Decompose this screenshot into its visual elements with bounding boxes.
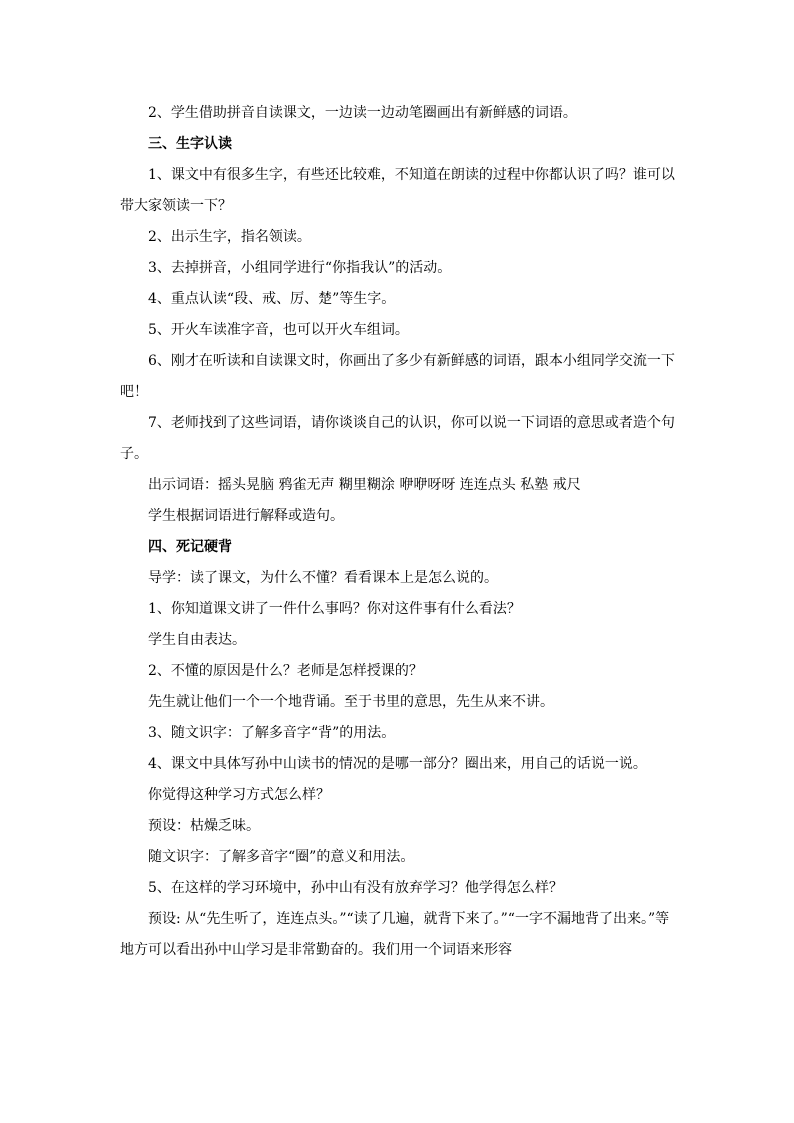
paragraph: 1、你知道课文讲了一件什么事吗？你对这件事有什么看法？: [148, 601, 521, 617]
paragraph: 预设: 从“先生听了，连连点头。”“读了几遍，就背下来了。”“一字不漏地背了出来。”等地方可以看出孙中山学习是非常勤奋的。我们用一个词语来形容: [120, 911, 670, 958]
paragraph: 5、在这样的学习环境中，孙中山有没有放弃学习？他学得怎么样？: [148, 880, 563, 896]
paragraph: 6、刚才在听读和自读课文时，你画出了多少有新鲜感的词语，跟本小组同学交流一下吧！: [120, 353, 675, 400]
paragraph: 3、去掉拼音，小组同学进行“你指我认”的活动。: [148, 260, 452, 276]
paragraph: 预设：枯燥乏味。: [148, 818, 260, 834]
paragraph: 7、老师找到了这些词语，请你谈谈自己的认识，你可以说一下词语的意思或者造个句子。: [120, 415, 675, 462]
paragraph: 5、开火车读准字音，也可以开火车组词。: [148, 322, 409, 338]
paragraph: 学生根据词语进行解释或造句。: [148, 508, 344, 524]
paragraph: 2、出示生字，指名领读。: [148, 229, 311, 245]
paragraph: 先生就让他们一个一个地背诵。至于书里的意思，先生从来不讲。: [148, 694, 554, 710]
paragraph: 3、随文识字：了解多音字“背”的用法。: [148, 725, 396, 741]
document-body: [120, 98, 680, 966]
paragraph: 出示词语：摇头晃脑 鸦雀无声 糊里糊涂 咿咿呀呀 连连点头 私塾 戒尺: [148, 477, 581, 493]
section-heading: 三、生字认读: [148, 136, 232, 152]
paragraph: 4、重点认读“段、戒、厉、楚”等生字。: [148, 291, 396, 307]
paragraph: 学生自由表达。: [148, 632, 246, 648]
paragraph: 2、学生借助拼音自读课文，一边读一边动笔圈画出有新鲜感的词语。: [148, 105, 577, 121]
paragraph: 4、课文中具体写孙中山读书的情况的是哪一部分？圈出来，用自己的话说一说。: [148, 756, 647, 772]
section-heading: 四、死记硬背: [148, 539, 232, 555]
paragraph: 你觉得这种学习方式怎么样？: [148, 787, 330, 803]
paragraph: 导学：读了课文，为什么不懂？看看课本上是怎么说的。: [148, 570, 498, 586]
paragraph: 随文识字：了解多音字“圈”的意义和用法。: [148, 849, 415, 865]
paragraph: 2、不懂的原因是什么？老师是怎样授课的？: [148, 663, 423, 679]
paragraph: 1、课文中有很多生字，有些还比较难，不知道在朗读的过程中你都认识了吗？谁可以带大家领读一下？: [120, 167, 675, 214]
